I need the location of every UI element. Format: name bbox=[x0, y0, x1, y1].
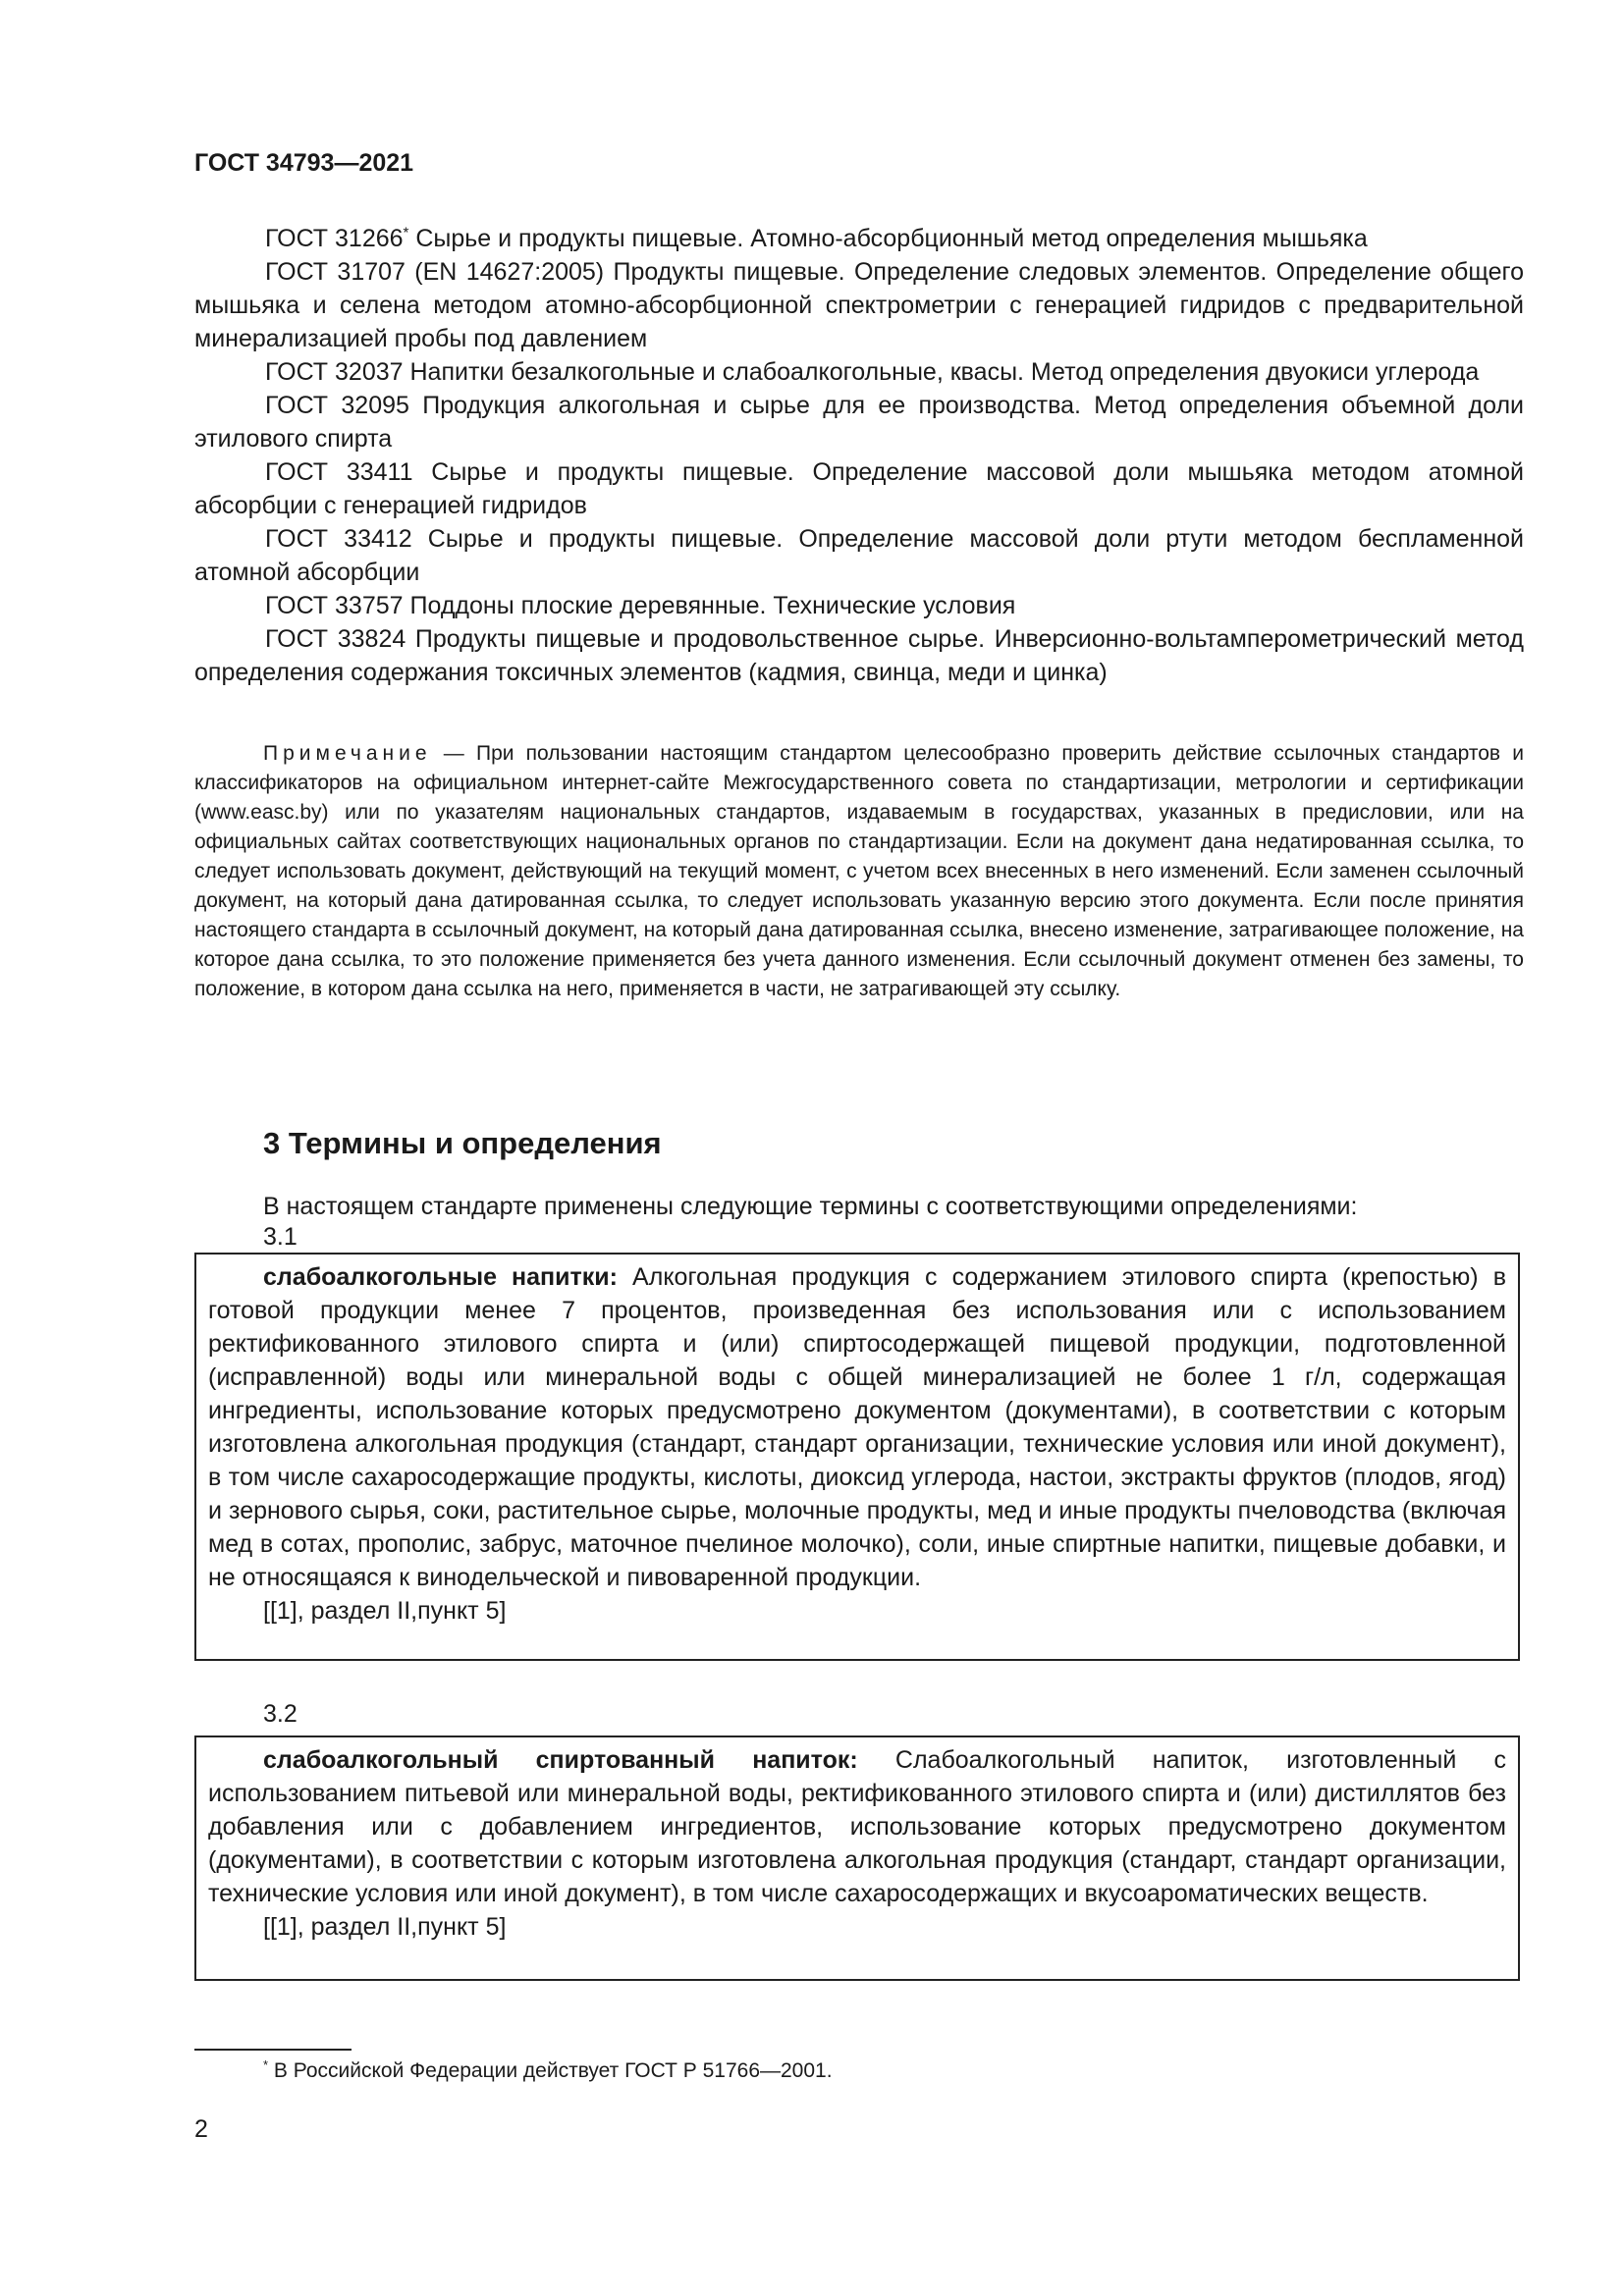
reference-code: ГОСТ 32095 bbox=[265, 392, 409, 419]
footnote-text: В Российской Федерации действует ГОСТ Р 51766—2001. bbox=[268, 2059, 833, 2082]
reference-title: Продукция алкогольная и сырье для ее производства. Метод определения объемной доли этилового спирта bbox=[194, 392, 1524, 453]
reference-code: ГОСТ 33824 bbox=[265, 625, 406, 653]
reference-title: Напитки безалкогольные и слабоалкогольные, квасы. Метод определения двуокиси углерода bbox=[403, 358, 1480, 386]
page-number: 2 bbox=[194, 2115, 208, 2143]
reference-code: ГОСТ 33411 bbox=[265, 458, 413, 486]
reference-title: Поддоны плоские деревянные. Технические условия bbox=[403, 592, 1016, 619]
term-text: Слабоалкогольный напиток, изготовленный с использованием питьевой или минеральной воды, ректификованного этилового спирта и (или) дистиллятов без добавления или с добавлением ингредиентов, использование которых предусмотрено документом (документами), в соответствии с которым изготовлена алкогольная продукция (стандарт, стандарт организации, технические условия или иной документ), в том числе сахаросодержащих и вкусоароматических веществ. bbox=[208, 1746, 1506, 1907]
term-source: [[1], раздел II,пункт 5] bbox=[263, 1597, 507, 1625]
footnote-mark: * bbox=[263, 2057, 269, 2072]
reference-item bbox=[194, 589, 1524, 622]
reference-code: ГОСТ 33757 bbox=[265, 592, 404, 619]
term-box bbox=[194, 1735, 1520, 1981]
note-paragraph bbox=[194, 739, 1524, 1004]
reference-title: Сырье и продукты пищевые. Определение массовой доли ртути методом беспламенной атомной абсорбции bbox=[194, 525, 1525, 586]
term-source: [[1], раздел II,пункт 5] bbox=[263, 1913, 507, 1941]
footnote bbox=[263, 2057, 833, 2083]
reference-code: ГОСТ 33412 bbox=[265, 525, 412, 553]
reference-title: Сырье и продукты пищевые. Атомно-абсорбционный метод определения мышьяка bbox=[408, 225, 1368, 252]
term-name: слабоалкогольные напитки: bbox=[263, 1263, 618, 1291]
term-definition bbox=[208, 1743, 1506, 1910]
term-text: Алкогольная продукция с содержанием этилового спирта (крепостью) в готовой продукции менее 7 процентов, произведенная без использования или с использованием ректификованного этилового спирта и (или) спиртосодержащей пищевой продукции, подготовленной (исправленной) воды или минеральной воды с общей минерализацией не более 1 г/л, содержащая ингредиенты, использование которых предусмотрено документом (документами), в соответствии с которым изготовлена алкогольная продукция (стандарт, стандарт организации, технические условия или иной документ), в том числе сахаросодержащие продукты, кислоты, диоксид углерода, настои, экстракты фруктов (плодов, ягод) и зернового сырья, соки, растительное сырье, молочные продукты, мед и иные продукты пчеловодства (включая мед в сотах, прополис, забрус, маточное пчелиное молочко), соли, иные спиртные напитки, пищевые добавки, и не относящаяся к винодельческой и пивоваренной продукции. bbox=[208, 1263, 1506, 1591]
term-number: 3.2 bbox=[263, 1700, 298, 1728]
section-title: 3 Термины и определения bbox=[263, 1126, 662, 1160]
term-box bbox=[194, 1253, 1520, 1661]
section-intro: В настоящем стандарте применены следующие термины с соответствующими определениями: bbox=[263, 1193, 1358, 1220]
reference-item bbox=[194, 255, 1524, 355]
term-definition bbox=[208, 1260, 1506, 1594]
reference-title: Продукты пищевые и продовольственное сырье. Инверсионно-вольтамперометрический метод определения содержания токсичных элементов (кадмия, свинца, меди и цинка) bbox=[194, 625, 1524, 686]
note-text: — При пользовании настоящим стандартом целесообразно проверить действие ссылочных стандартов и классификаторов на официальном интернет-сайте Межгосударственного совета по стандартизации, метрологии и сертификации (www.easc.by) или по указателям национальных стандартов, издаваемым в государствах, указанных в предисловии, или на официальных сайтах соответствующих национальных органов по стандартизации. Если на документ дана недатированная ссылка, то следует использовать документ, действующий на текущий момент, с учетом всех внесенных в него изменений. Если заменен ссылочный документ, на который дана датированная ссылка, то следует использовать указанную версию этого документа. Если после принятия настоящего стандарта в ссылочный документ, на который дана датированная ссылка, внесено изменение, затрагивающее положение, на которое дана ссылка, то это положение применяется без учета данного изменения. Если ссылочный документ отменен без замены, то положение, в котором дана ссылка на него, применяется в части, не затрагивающей эту ссылку. bbox=[194, 742, 1524, 1000]
reference-item bbox=[194, 389, 1524, 455]
reference-code: ГОСТ 31707 (EN 14627:2005) bbox=[265, 258, 605, 286]
reference-code: ГОСТ 32037 bbox=[265, 358, 404, 386]
note-label: Примечание bbox=[263, 742, 432, 765]
normative-references bbox=[194, 222, 1524, 689]
reference-item bbox=[194, 222, 1524, 255]
reference-code: ГОСТ 31266 bbox=[265, 225, 404, 252]
term-name: слабоалкогольный спиртованный напиток: bbox=[263, 1746, 858, 1774]
reference-item bbox=[194, 522, 1524, 589]
reference-item bbox=[194, 455, 1524, 522]
footnote-mark: * bbox=[403, 224, 409, 241]
reference-title: Сырье и продукты пищевые. Определение массовой доли мышьяка методом атомной абсорбции с генерацией гидридов bbox=[194, 458, 1524, 519]
term-number: 3.1 bbox=[263, 1223, 298, 1251]
document-header: ГОСТ 34793—2021 bbox=[194, 149, 414, 177]
reference-item bbox=[194, 355, 1524, 389]
reference-item bbox=[194, 622, 1524, 689]
reference-title: Продукты пищевые. Определение следовых элементов. Определение общего мышьяка и селена методом атомно-абсорбционной спектрометрии с генерацией гидридов с предварительной минерализацией пробы под давлением bbox=[194, 258, 1524, 352]
footnote-divider bbox=[194, 2049, 352, 2051]
